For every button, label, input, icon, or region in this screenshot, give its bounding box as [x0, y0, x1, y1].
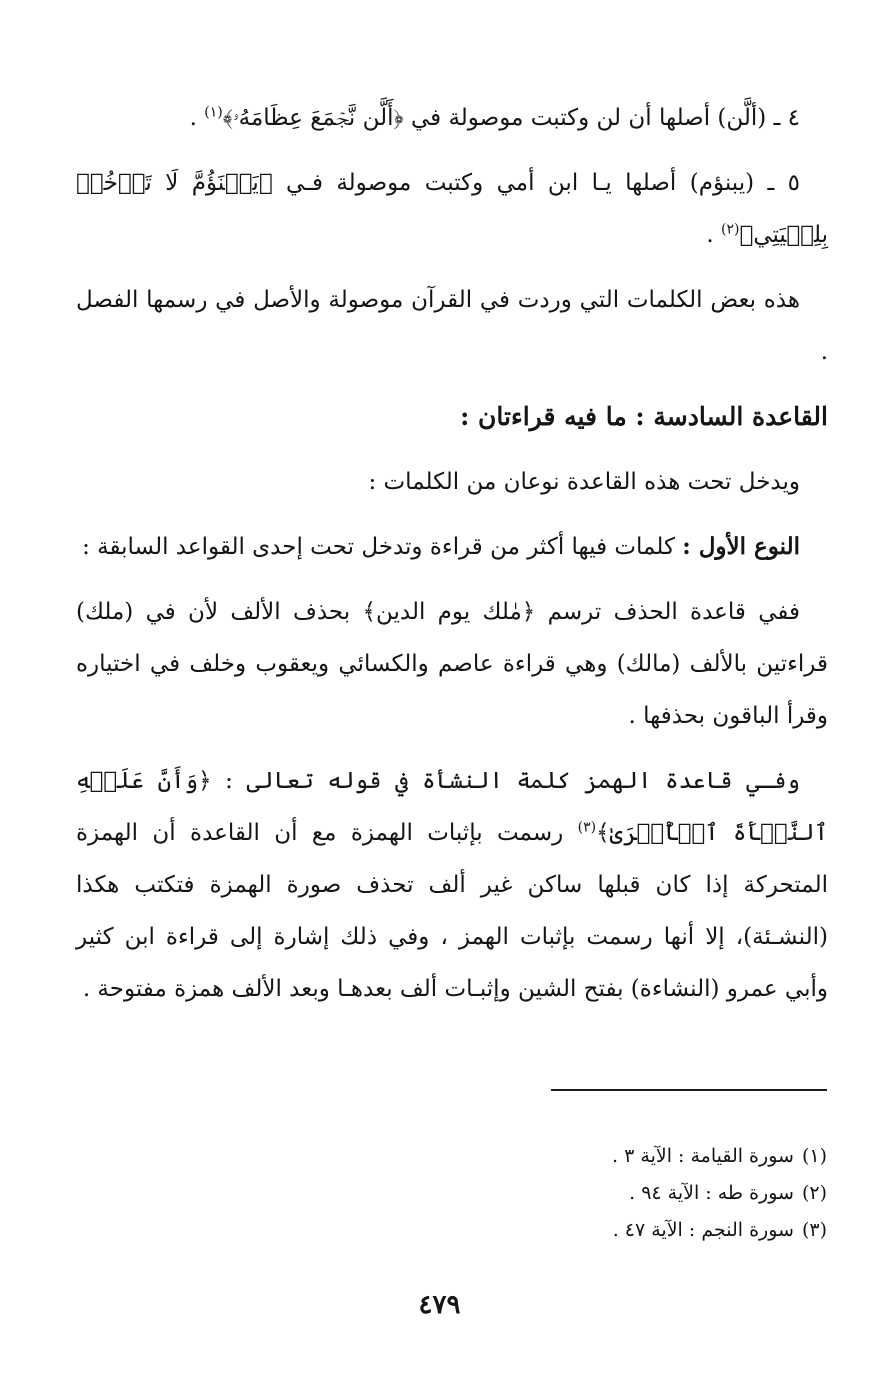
footnote-ref-1: (١): [204, 104, 223, 121]
item5-text: ٥ ـ (يبنؤم) أصلها يـا ابن أمي وكتبت موصولة فـي ﴿يَبۡنَؤُمَّ لَا تَأۡخُذۡ بِلِحۡيَتِي﴾: [76, 170, 828, 248]
hadhf-paragraph: ففي قاعدة الحذف ترسم ﴿مٰلك يوم الدين﴾ بحذف الألف لأن في (ملك) قراءتين بالألف (مالك) وهي قراءة عاصم والكسائي ويعقوب وخلف في اختياره وقرأ الباقون بحذفها .: [76, 599, 828, 729]
page-body: [76, 92, 828, 1015]
footnote-2: [327, 1175, 827, 1212]
footnote-ref-2: (٢): [721, 221, 740, 238]
footnote-divider: [551, 1089, 827, 1091]
footnote-number: (١): [801, 1145, 827, 1167]
page-number: ٤٧٩: [418, 1290, 461, 1320]
footnote-3: [327, 1212, 827, 1249]
hamz-text: وفـي قاعدة الهمز كلمة النشأة في قوله تعالى : ﴿وَأَنَّ عَلَيۡهِ ٱلنَّشۡأَةَ ٱلۡأُخۡرَىٰ﴾: [76, 768, 828, 846]
footnote-text: سورة طه : الآية ٩٤ .: [629, 1182, 794, 1204]
summary-paragraph: هذه بعض الكلمات التي وردت في القرآن موصولة والأصل في رسمها الفصل .: [76, 287, 828, 365]
type1-text: كلمات فيها أكثر من قراءة وتدخل تحت إحدى القواعد السابقة :: [82, 534, 683, 560]
item4-end: .: [189, 105, 205, 131]
intro-paragraph: ويدخل تحت هذه القاعدة نوعان من الكلمات :: [368, 469, 800, 495]
footnote-number: (٢): [801, 1182, 827, 1204]
footnote-text: سورة النجم : الآية ٤٧ .: [612, 1219, 794, 1241]
type1-label: النوع الأول :: [682, 533, 800, 560]
footnote-ref-3: (٣): [577, 819, 597, 836]
list-item-5: [76, 157, 828, 261]
footnote-text: سورة القيامة : الآية ٣ .: [612, 1145, 794, 1167]
footnote-1: [327, 1138, 827, 1175]
hamz-paragraph: [76, 755, 828, 1015]
hamz-rest: رسمت بإثبات الهمزة مع أن القاعدة أن الهمزة المتحركة إذا كان قبلها ساكن غير ألف تحذف صورة الهمزة فتكتب هكذا (النشـئة)، إلا أنها رسمت بإثبات الهمز ، وفي ذلك إشارة إلى قراءة ابن كثير وأبي عمرو (النشاءة) بفتح الشين وإثبـات ألف بعدهـا وبعد الألف همزة مفتوحة .: [76, 820, 828, 1002]
footnotes: [327, 1138, 827, 1249]
list-item-4: [76, 92, 828, 144]
section-heading: القاعدة السادسة : ما فيه قراءتان :: [460, 402, 828, 431]
item5-end: .: [706, 222, 722, 248]
type1-paragraph: [76, 521, 828, 573]
footnote-number: (٣): [801, 1219, 827, 1241]
item4-text: ٤ ـ (ألَّن) أصلها أن لن وكتبت موصولة في ﴿أَلَّن نَّجۡمَعَ عِظَامَهُۥ﴾: [222, 105, 800, 131]
